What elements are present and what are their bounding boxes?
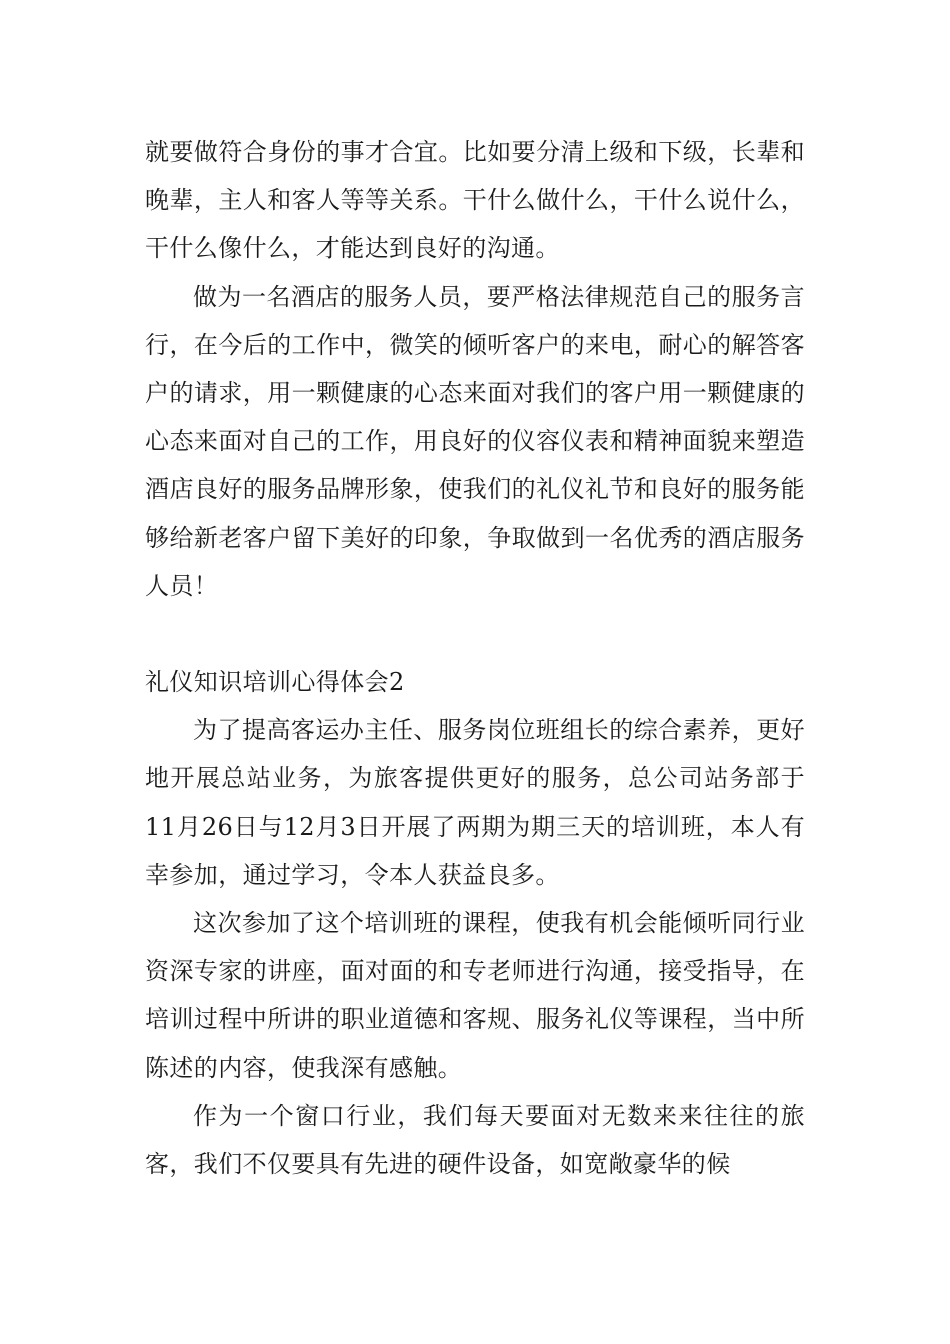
paragraph-window-industry: 作为一个窗口行业，我们每天要面对无数来来往往的旅客，我们不仅要具有先进的硬件设备，如宽敞豪华的候 [145,1101,805,1179]
document-body [145,128,805,1188]
section-heading: 礼仪知识培训心得体会2 [145,668,405,697]
paragraph-continuation: 就要做符合身份的事才合宜。比如要分清上级和下级，长辈和晚辈，主人和客人等等关系。干什么做什么，干什么说什么，干什么像什么，才能达到良好的沟通。 [145,138,805,263]
paragraph-training-intro: 为了提高客运办主任、服务岗位班组长的综合素养，更好地开展总站业务，为旅客提供更好的服务，总公司站务部于11月26日与12月3日开展了两期为期三天的培训班，本人有幸参加，通过学习，令本人获益良多。 [145,716,805,889]
paragraph-training-course: 这次参加了这个培训班的课程，使我有机会能倾听同行业资深专家的讲座，面对面的和专老师进行沟通，接受指导，在培训过程中所讲的职业道德和客规、服务礼仪等课程，当中所陈述的内容，使我深有感触。 [145,909,805,1082]
section-spacer [145,610,805,658]
paragraph-hotel-service: 做为一名酒店的服务人员，要严格法律规范自己的服务言行，在今后的工作中，微笑的倾听客户的来电，耐心的解答客户的请求，用一颗健康的心态来面对我们的客户用一颗健康的心态来面对自己的工作，用良好的仪容仪表和精神面貌来塑造酒店良好的服务品牌形象，使我们的礼仪礼节和良好的服务能够给新老客户留下美好的印象，争取做到一名优秀的酒店服务人员！ [145,282,805,600]
